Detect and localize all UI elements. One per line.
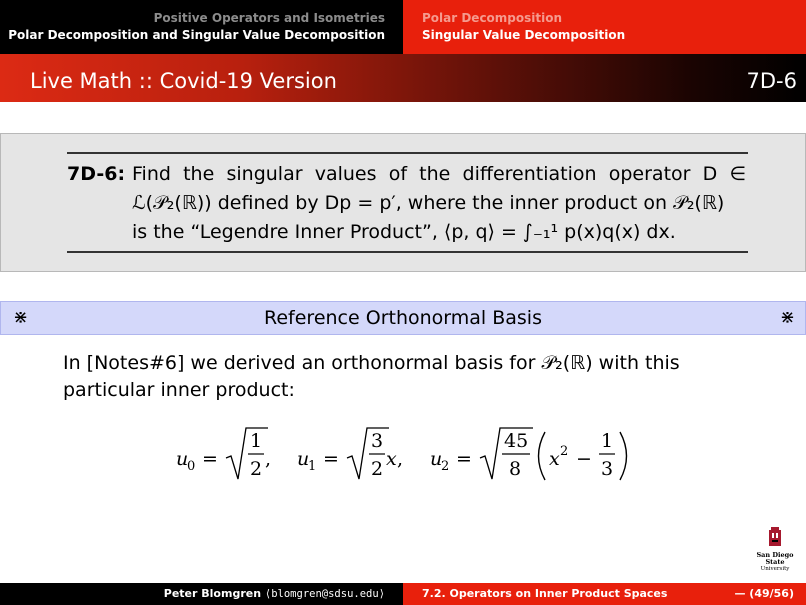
- svg-text:−: −: [576, 448, 592, 470]
- basis-u2: [430, 428, 627, 480]
- body-line-2: particular inner product:: [63, 379, 295, 401]
- svg-text:1: 1: [250, 430, 263, 452]
- orthonormal-basis-formula: [176, 424, 646, 488]
- svg-text:45: 45: [504, 430, 529, 452]
- svg-text:2: 2: [371, 458, 384, 480]
- nav-subsection-svd[interactable]: Singular Value Decomposition: [422, 28, 626, 42]
- footer-bar: [0, 583, 806, 605]
- svg-text:u: u: [430, 448, 443, 470]
- slide-title: Live Math :: Covid-19 Version: [30, 69, 337, 93]
- svg-text:=: =: [456, 448, 472, 470]
- svg-text:u: u: [176, 448, 189, 470]
- svg-text:2: 2: [560, 444, 569, 459]
- svg-text:2: 2: [250, 458, 263, 480]
- footer-left: [0, 583, 403, 605]
- footer-page-number: — (49/56): [734, 587, 794, 600]
- footer-email[interactable]: ⟨blomgren@sdsu.edu⟩: [264, 588, 385, 600]
- footer-right: [403, 583, 806, 605]
- svg-text:,: ,: [265, 448, 272, 470]
- nav-subsection-polar[interactable]: Polar Decomposition: [422, 11, 563, 25]
- reference-left-icon: ⋇: [13, 307, 29, 328]
- problem-box: [0, 133, 806, 272]
- logo-line-1: San Diego State: [756, 551, 794, 566]
- slide-number: 7D-6: [746, 69, 797, 93]
- svg-text:3: 3: [371, 430, 384, 452]
- sdsu-emblem-icon: [767, 527, 783, 547]
- top-navigation: [0, 0, 806, 54]
- svg-text:x: x: [549, 448, 560, 470]
- svg-text:,: ,: [397, 448, 404, 470]
- svg-text:1: 1: [601, 430, 614, 452]
- svg-text:x: x: [386, 448, 397, 470]
- nav-left-panel: [0, 0, 403, 54]
- svg-text:0: 0: [187, 459, 196, 474]
- svg-text:u: u: [297, 448, 310, 470]
- sdsu-logo: [746, 527, 804, 571]
- logo-line-2: University: [760, 566, 790, 572]
- problem-top-rule: [67, 152, 748, 154]
- svg-text:=: =: [323, 448, 339, 470]
- nav-right-panel: [403, 0, 806, 54]
- basis-u0: [176, 428, 271, 480]
- svg-text:3: 3: [601, 458, 614, 480]
- footer-section[interactable]: 7.2. Operators on Inner Product Spaces: [422, 587, 668, 600]
- svg-text:2: 2: [441, 459, 450, 474]
- basis-u1: [297, 428, 403, 480]
- problem-bottom-rule: [67, 251, 748, 253]
- body-text: [63, 350, 743, 404]
- svg-text:=: =: [202, 448, 218, 470]
- nav-section-positive-operators[interactable]: Positive Operators and Isometries: [153, 11, 385, 25]
- problem-line-1: Find the singular values of the differentiation operator D ∈: [132, 163, 746, 185]
- slide-title-bar: [0, 54, 806, 102]
- reference-right-icon: ⋇: [779, 307, 795, 328]
- reference-title: Reference Orthonormal Basis: [264, 307, 542, 329]
- problem-label: 7D-6:: [67, 163, 126, 185]
- svg-text:1: 1: [308, 459, 317, 474]
- svg-text:8: 8: [509, 458, 522, 480]
- body-line-1: In [Notes#6] we derived an orthonormal basis for 𝒫₂(ℝ) with this: [63, 352, 680, 374]
- nav-section-polar-svd[interactable]: Polar Decomposition and Singular Value Decomposition: [8, 28, 385, 42]
- problem-statement: [132, 160, 746, 247]
- problem-line-3: is the “Legendre Inner Product”, ⟨p, q⟩ = ∫₋₁¹ p(x)q(x) dx.: [132, 221, 676, 243]
- footer-author: Peter Blomgren: [163, 587, 262, 600]
- reference-header: [0, 301, 806, 335]
- problem-line-2: ℒ(𝒫₂(ℝ)) defined by Dp = p′, where the inner product on 𝒫₂(ℝ): [132, 192, 725, 214]
